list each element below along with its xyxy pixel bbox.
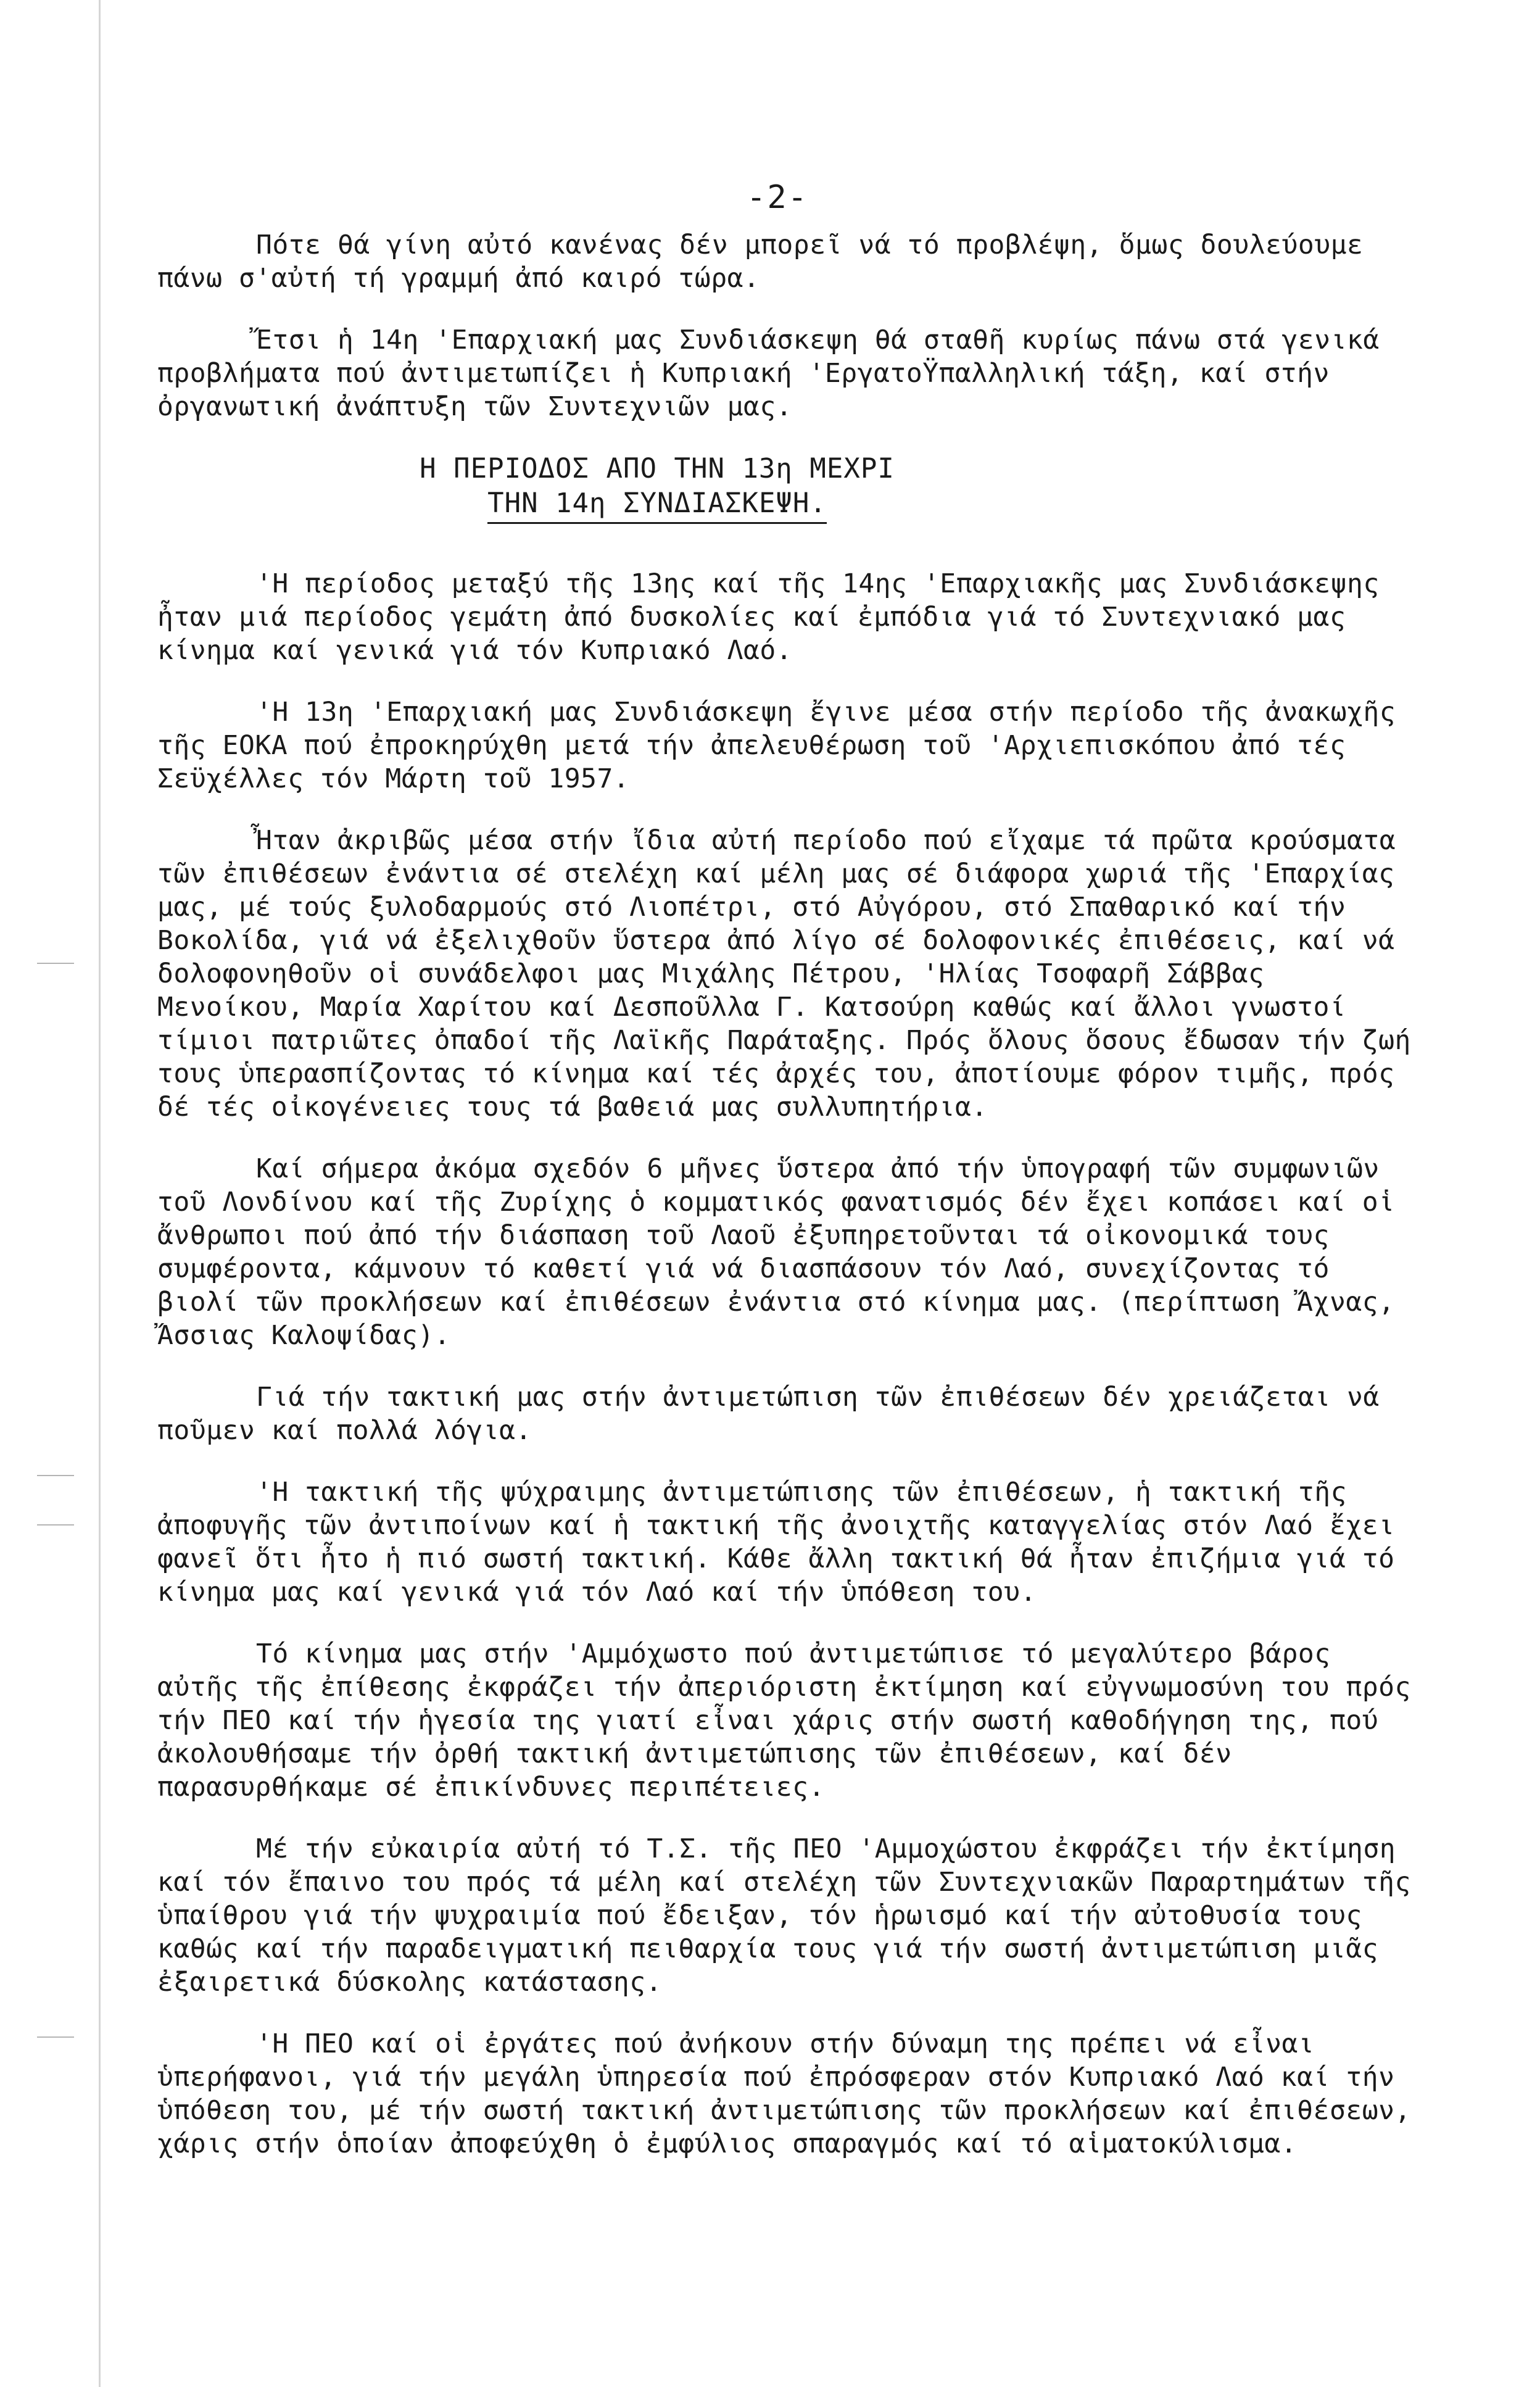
paragraph: Γιά τήν τακτική μας στήν ἀντιμετώπιση τῶν ἐπιθέσεων δέν χρειάζεται νά ποῦμεν καί πολλά λόγια. — [157, 1382, 1380, 1446]
paragraph: 'Η ΠΕΟ καί οἱ ἐργάτες πού ἀνήκουν στήν δύναμη της πρέπει νά εἶναι ὑπερήφανοι, γιά τήν μεγάλη ὑπηρεσία πού ἐπρόσφεραν στόν Κυπριακό Λαό καί τήν ὑπόθεση του, μέ τήν σωστή τακτική ἀντιμετώπισης τῶν προκλήσεων καί ἐπιθέσεων, χάρις στήν ὁποίαν ἀποφεύχθη ὁ ἐμφύλιος σπαραγμός καί τό αἱματοκύλισμα. — [157, 2028, 1411, 2159]
paragraph: 'Η τακτική τῆς ψύχραιμης ἀντιμετώπισης τῶν ἐπιθέσεων, ἡ τακτική τῆς ἀποφυγῆς τῶν ἀντιποίνων καί ἡ τακτική τῆς ἀνοιχτῆς καταγγελίας στόν Λαό ἔχει φανεῖ ὅτι ἦτο ἡ πιό σωστή τακτική. Κάθε ἄλλη τακτική θά ἦταν ἐπιζήμια γιά τό κίνημα μας καί γενικά γιά τόν Λαό καί τήν ὑπόθεση του. — [157, 1477, 1395, 1608]
section-heading-line-1: Η ΠΕΡΙΟΔΟΣ ΑΠΟ ΤΗΝ 13η ΜΕΧΡΙ — [420, 453, 895, 484]
paragraph: Μέ τήν εὐκαιρία αὐτή τό Τ.Σ. τῆς ΠΕΟ 'Αμμοχώστου ἐκφράζει τήν ἐκτίμηση καί τόν ἔπαινο του πρός τά μέλη καί στελέχη τῶν Συντεχνιακῶν Παραρτημάτων τῆς ὑπαίθρου γιά τήν ψυχραιμία πού ἔδειξαν, τόν ἡρωισμό καί τήν αὐτοθυσία τους καθώς καί τήν παραδειγματική πειθαρχία τους γιά τήν σωστή ἀντιμετώπιση μιᾶς ἐξαιρετικά δύσκολης κατάστασης. — [157, 1833, 1411, 1998]
paragraph: 'Η περίοδος μεταξύ τῆς 13ης καί τῆς 14ης 'Επαρχιακῆς μας Συνδιάσκεψης ἦταν μιά περίοδος γεμάτη ἀπό δυσκολίες καί ἐμπόδια γιά τό Συντεχνιακό μας κίνημα καί γενικά γιά τόν Κυπριακό Λαό. — [157, 568, 1380, 666]
edge-mark — [37, 1524, 74, 1526]
paragraph: Ἦταν ἀκριβῶς μέσα στήν ἴδια αὐτή περίοδο πού εἴχαμε τά πρῶτα κρούσματα τῶν ἐπιθέσεων ἐνάντια σέ στελέχη καί μέλη μας σέ διάφορα χωριά τῆς 'Επαρχίας μας, μέ τούς ξυλοδαρμούς στό Λιοπέτρι, στό Αὐγόρου, στό Σπαθαρικό καί τήν Βοκολίδα, γιά νά ἐξελιχθοῦν ὕστερα ἀπό λίγο σέ δολοφονικές ἐπιθέσεις, καί νά δολοφονηθοῦν οἱ συνάδελφοι μας Μιχάλης Πέτρου, 'Ηλίας Τσοφαρῆ Σάββας Μενοίκου, Μαρία Χαρίτου καί Δεσποῦλλα Γ. Κατσούρη καθώς καί ἄλλοι γνωστοί τίμιοι πατριῶτες ὀπαδοί τῆς Λαϊκῆς Παράταξης. Πρός ὅλους ὅσους ἔδωσαν τήν ζωή τους ὑπερασπίζοντας τό κίνημα καί τές ἀρχές του, ἀποτίουμε φόρον τιμῆς, πρός δέ τές οἰκογένειες τους τά βαθειά μας συλλυπητήρια. — [157, 825, 1411, 1123]
document-body — [157, 228, 1422, 2189]
binding-margin-line — [99, 0, 101, 2387]
section-heading-line-2: ΤΗΝ 14η ΣΥΝΔΙΑΣΚΕΨΗ. — [487, 486, 827, 524]
paragraph: Καί σήμερα ἀκόμα σχεδόν 6 μῆνες ὕστερα ἀπό τήν ὑπογραφή τῶν συμφωνιῶν τοῦ Λονδίνου καί τῆς Ζυρίχης ὁ κομματικός φανατισμός δέν ἔχει κοπάσει καί οἱ ἄνθρωποι πού ἀπό τήν διάσπαση τοῦ Λαοῦ ἐξυπηρετοῦνται τά οἰκονομικά τους συμφέροντα, κάμνουν τό καθετί γιά νά διασπάσουν τόν Λαό, συνεχίζοντας τό βιολί τῶν προκλήσεων καί ἐπιθέσεων ἐνάντια στό κίνημα μας. (περίπτωση Ἄχνας, Ἄσσιας Καλοψίδας). — [157, 1153, 1395, 1351]
paragraph: Πότε θά γίνη αὐτό κανένας δέν μπορεῖ νά τό προβλέψη, ὅμως δουλεύουμε πάνω σ'αὐτή τή γραμμή ἀπό καιρό τώρα. — [157, 230, 1364, 294]
section-heading — [379, 452, 935, 524]
page-number: -2- — [747, 179, 808, 216]
paragraph: Ἔτσι ἡ 14η 'Επαρχιακή μας Συνδιάσκεψη θά σταθῆ κυρίως πάνω στά γενικά προβλήματα πού ἀντιμετωπίζει ἡ Κυπριακή 'ΕργατοΫπαλληλική τάξη, καί στήν ὀργανωτική ἀνάπτυξη τῶν Συντεχνιῶν μας. — [157, 325, 1380, 422]
edge-mark — [37, 963, 74, 964]
paragraph: Τό κίνημα μας στήν 'Αμμόχωστο πού ἀντιμετώπισε τό μεγαλύτερο βάρος αὐτῆς τῆς ἐπίθεσης ἐκφράζει τήν ἀπεριόριστη ἐκτίμηση καί εὐγνωμοσύνη του πρός τήν ΠΕΟ καί τήν ἡγεσία της γιατί εἶναι χάρις στήν σωστή καθοδήγηση της, πού ἀκολουθήσαμε τήν ὀρθή τακτική ἀντιμετώπισης τῶν ἐπιθέσεων, καί δέν παρασυρθήκαμε σέ ἐπικίνδυνες περιπέτειες. — [157, 1638, 1411, 1803]
edge-mark — [37, 2036, 74, 2038]
paragraph: 'Η 13η 'Επαρχιακή μας Συνδιάσκεψη ἔγινε μέσα στήν περίοδο τῆς ἀνακωχῆς τῆς ΕΟΚΑ πού ἐπροκηρύχθη μετά τήν ἀπελευθέρωση τοῦ 'Αρχιεπισκόπου ἀπό τές Σεϋχέλλες τόν Μάρτη τοῦ 1957. — [157, 697, 1396, 794]
edge-mark — [37, 1475, 74, 1476]
